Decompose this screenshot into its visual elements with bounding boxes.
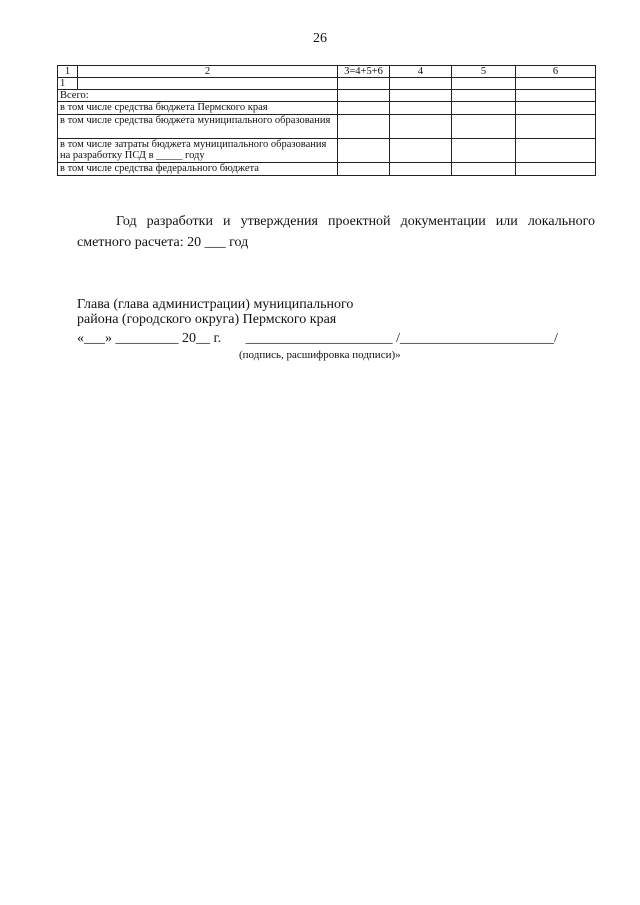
table-header-row xyxy=(58,66,596,78)
table-cell xyxy=(390,115,452,139)
row-label: в том числе затраты бюджета муниципального образования на разработку ПСД в _____ году xyxy=(58,139,338,163)
table-cell xyxy=(338,102,390,115)
table-cell xyxy=(452,78,516,90)
row-label: Всего: xyxy=(58,90,338,102)
header-cell: 3=4+5+6 xyxy=(338,66,390,78)
header-cell: 1 xyxy=(58,66,78,78)
header-cell: 2 xyxy=(78,66,338,78)
signatory-title-line: Глава (глава администрации) муниципального xyxy=(77,297,354,312)
header-cell: 5 xyxy=(452,66,516,78)
table-row xyxy=(58,78,596,90)
table-cell xyxy=(452,115,516,139)
table-cell xyxy=(338,115,390,139)
table-cell xyxy=(390,90,452,102)
budget-table xyxy=(57,65,596,176)
table-row xyxy=(58,115,596,139)
table-cell xyxy=(452,163,516,176)
page-number: 26 xyxy=(313,31,327,46)
table-cell xyxy=(452,102,516,115)
table-row xyxy=(58,102,596,115)
table-cell xyxy=(338,78,390,90)
table-cell xyxy=(516,90,596,102)
table-cell xyxy=(516,102,596,115)
table-cell xyxy=(390,102,452,115)
row-label: в том числе средства бюджета Пермского края xyxy=(58,102,338,115)
table-cell xyxy=(78,78,338,90)
header-cell: 6 xyxy=(516,66,596,78)
table-cell xyxy=(390,78,452,90)
table-cell xyxy=(338,139,390,163)
table-cell xyxy=(452,90,516,102)
table-cell xyxy=(452,139,516,163)
table-cell xyxy=(338,90,390,102)
table-row xyxy=(58,163,596,176)
table-cell xyxy=(390,139,452,163)
header-cell: 4 xyxy=(390,66,452,78)
table-cell xyxy=(390,163,452,176)
signatory-title-line: района (городского округа) Пермского края xyxy=(77,312,337,327)
table-cell xyxy=(516,78,596,90)
table-row xyxy=(58,90,596,102)
table-cell: 1 xyxy=(58,78,78,90)
table-cell xyxy=(516,163,596,176)
row-label: в том числе средства бюджета муниципального образования xyxy=(58,115,338,139)
signature-date-line: «___» _________ 20__ г. _____________________ /______________________/ xyxy=(77,331,558,346)
table-cell xyxy=(516,139,596,163)
signatory-title xyxy=(77,297,353,327)
signature-caption: (подпись, расшифровка подписи)» xyxy=(239,349,401,361)
row-label: в том числе средства федерального бюджета xyxy=(58,163,338,176)
design-year-paragraph: Год разработки и утверждения проектной документации или локального сметного расчета: 20 ___ год xyxy=(77,214,595,250)
table-cell xyxy=(516,115,596,139)
table-row xyxy=(58,139,596,163)
table-cell xyxy=(338,163,390,176)
